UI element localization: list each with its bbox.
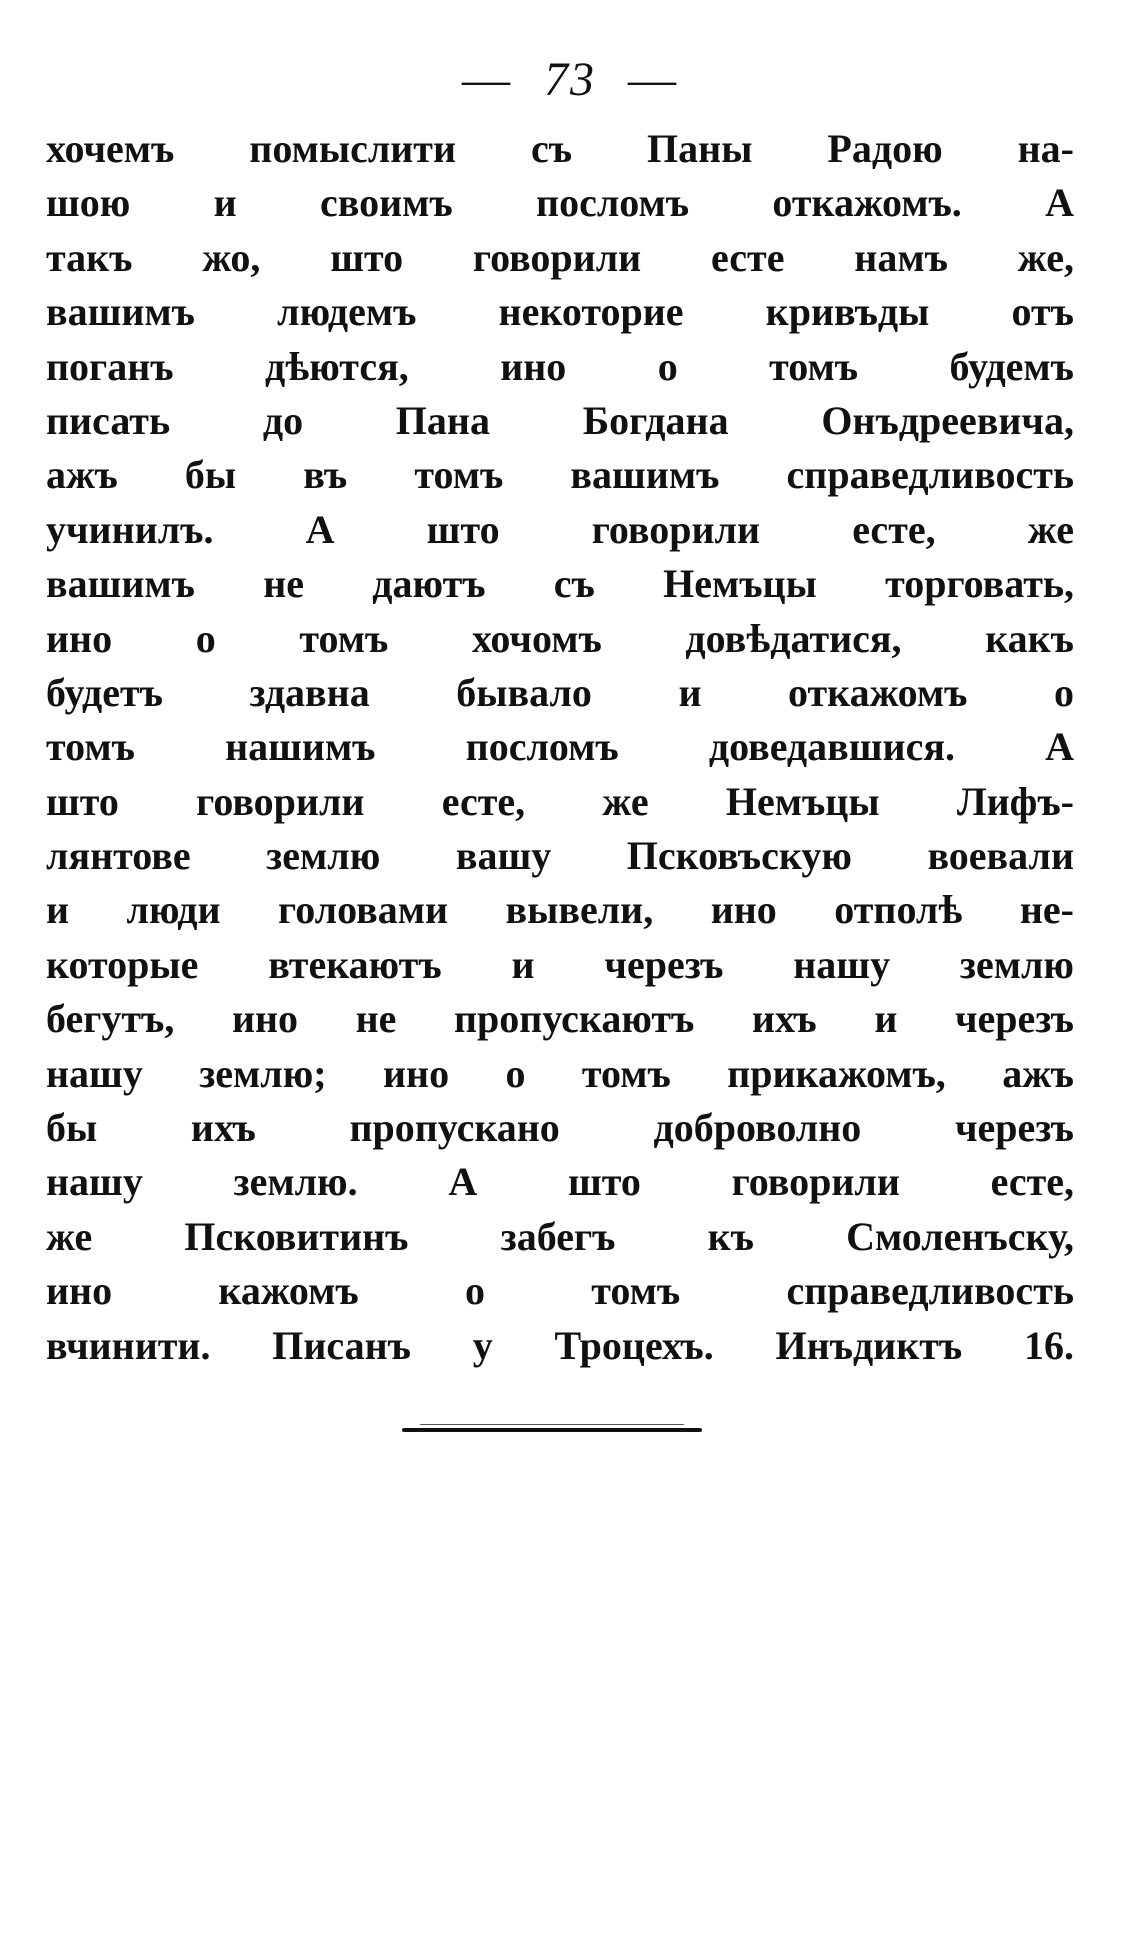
text-line: вашимъ людемъ некоторие кривъды отъ: [46, 289, 1074, 335]
text-line: вашимъ не даютъ съ Немъцы торговать,: [46, 561, 1074, 607]
text-line: шою и своимъ посломъ откажомъ. А: [46, 180, 1074, 226]
text-line: лянтове землю вашу Псковъскую воевали: [46, 833, 1074, 879]
text-line: томъ нашимъ посломъ доведавшися. А: [46, 724, 1074, 770]
section-divider-thin: [420, 1424, 684, 1425]
text-line: которые втекаютъ и черезъ нашу землю: [46, 941, 1074, 987]
header-dash-right: —: [628, 53, 678, 106]
text-line: поганъ дѣются, ино о томъ будемъ: [46, 343, 1074, 389]
text-line: хочемъ помыслити съ Паны Радою на-: [46, 126, 1074, 171]
header-dash-left: —: [462, 53, 512, 106]
text-line: што говорили есте, же Немъцы Лифъ-: [46, 778, 1074, 824]
text-line: ажъ бы въ томъ вашимъ справедливость: [46, 452, 1074, 498]
text-line: писать до Пана Богдана Онъдреевича,: [46, 397, 1074, 443]
text-line: нашу землю. А што говорили есте,: [46, 1159, 1074, 1205]
body-text: [46, 122, 1074, 1373]
page-number-header: [0, 52, 1140, 107]
text-line: же Псковитинъ забегъ къ Смоленъску,: [46, 1213, 1074, 1259]
text-line: ино о томъ хочомъ довѣдатися, какъ: [46, 615, 1074, 661]
text-line: ино кажомъ о томъ справедливость: [46, 1268, 1074, 1314]
text-line-last: вчинити. Писанъ у Троцехъ. Инъдиктъ 16.: [46, 1322, 1074, 1368]
text-line: такъ жо, што говорили есте намъ же,: [46, 234, 1074, 280]
text-line: и люди головами вывели, ино отполѣ не-: [46, 887, 1074, 933]
section-divider: [402, 1428, 702, 1432]
text-line: учинилъ. А што говорили есте, же: [46, 506, 1074, 552]
text-line: нашу землю; ино о томъ прикажомъ, ажъ: [46, 1050, 1074, 1096]
page-number: 73: [544, 53, 596, 106]
text-line: будетъ здавна бывало и откажомъ о: [46, 669, 1074, 715]
text-line: бы ихъ пропускано доброволно черезъ: [46, 1105, 1074, 1151]
text-line: бегутъ, ино не пропускаютъ ихъ и черезъ: [46, 996, 1074, 1042]
